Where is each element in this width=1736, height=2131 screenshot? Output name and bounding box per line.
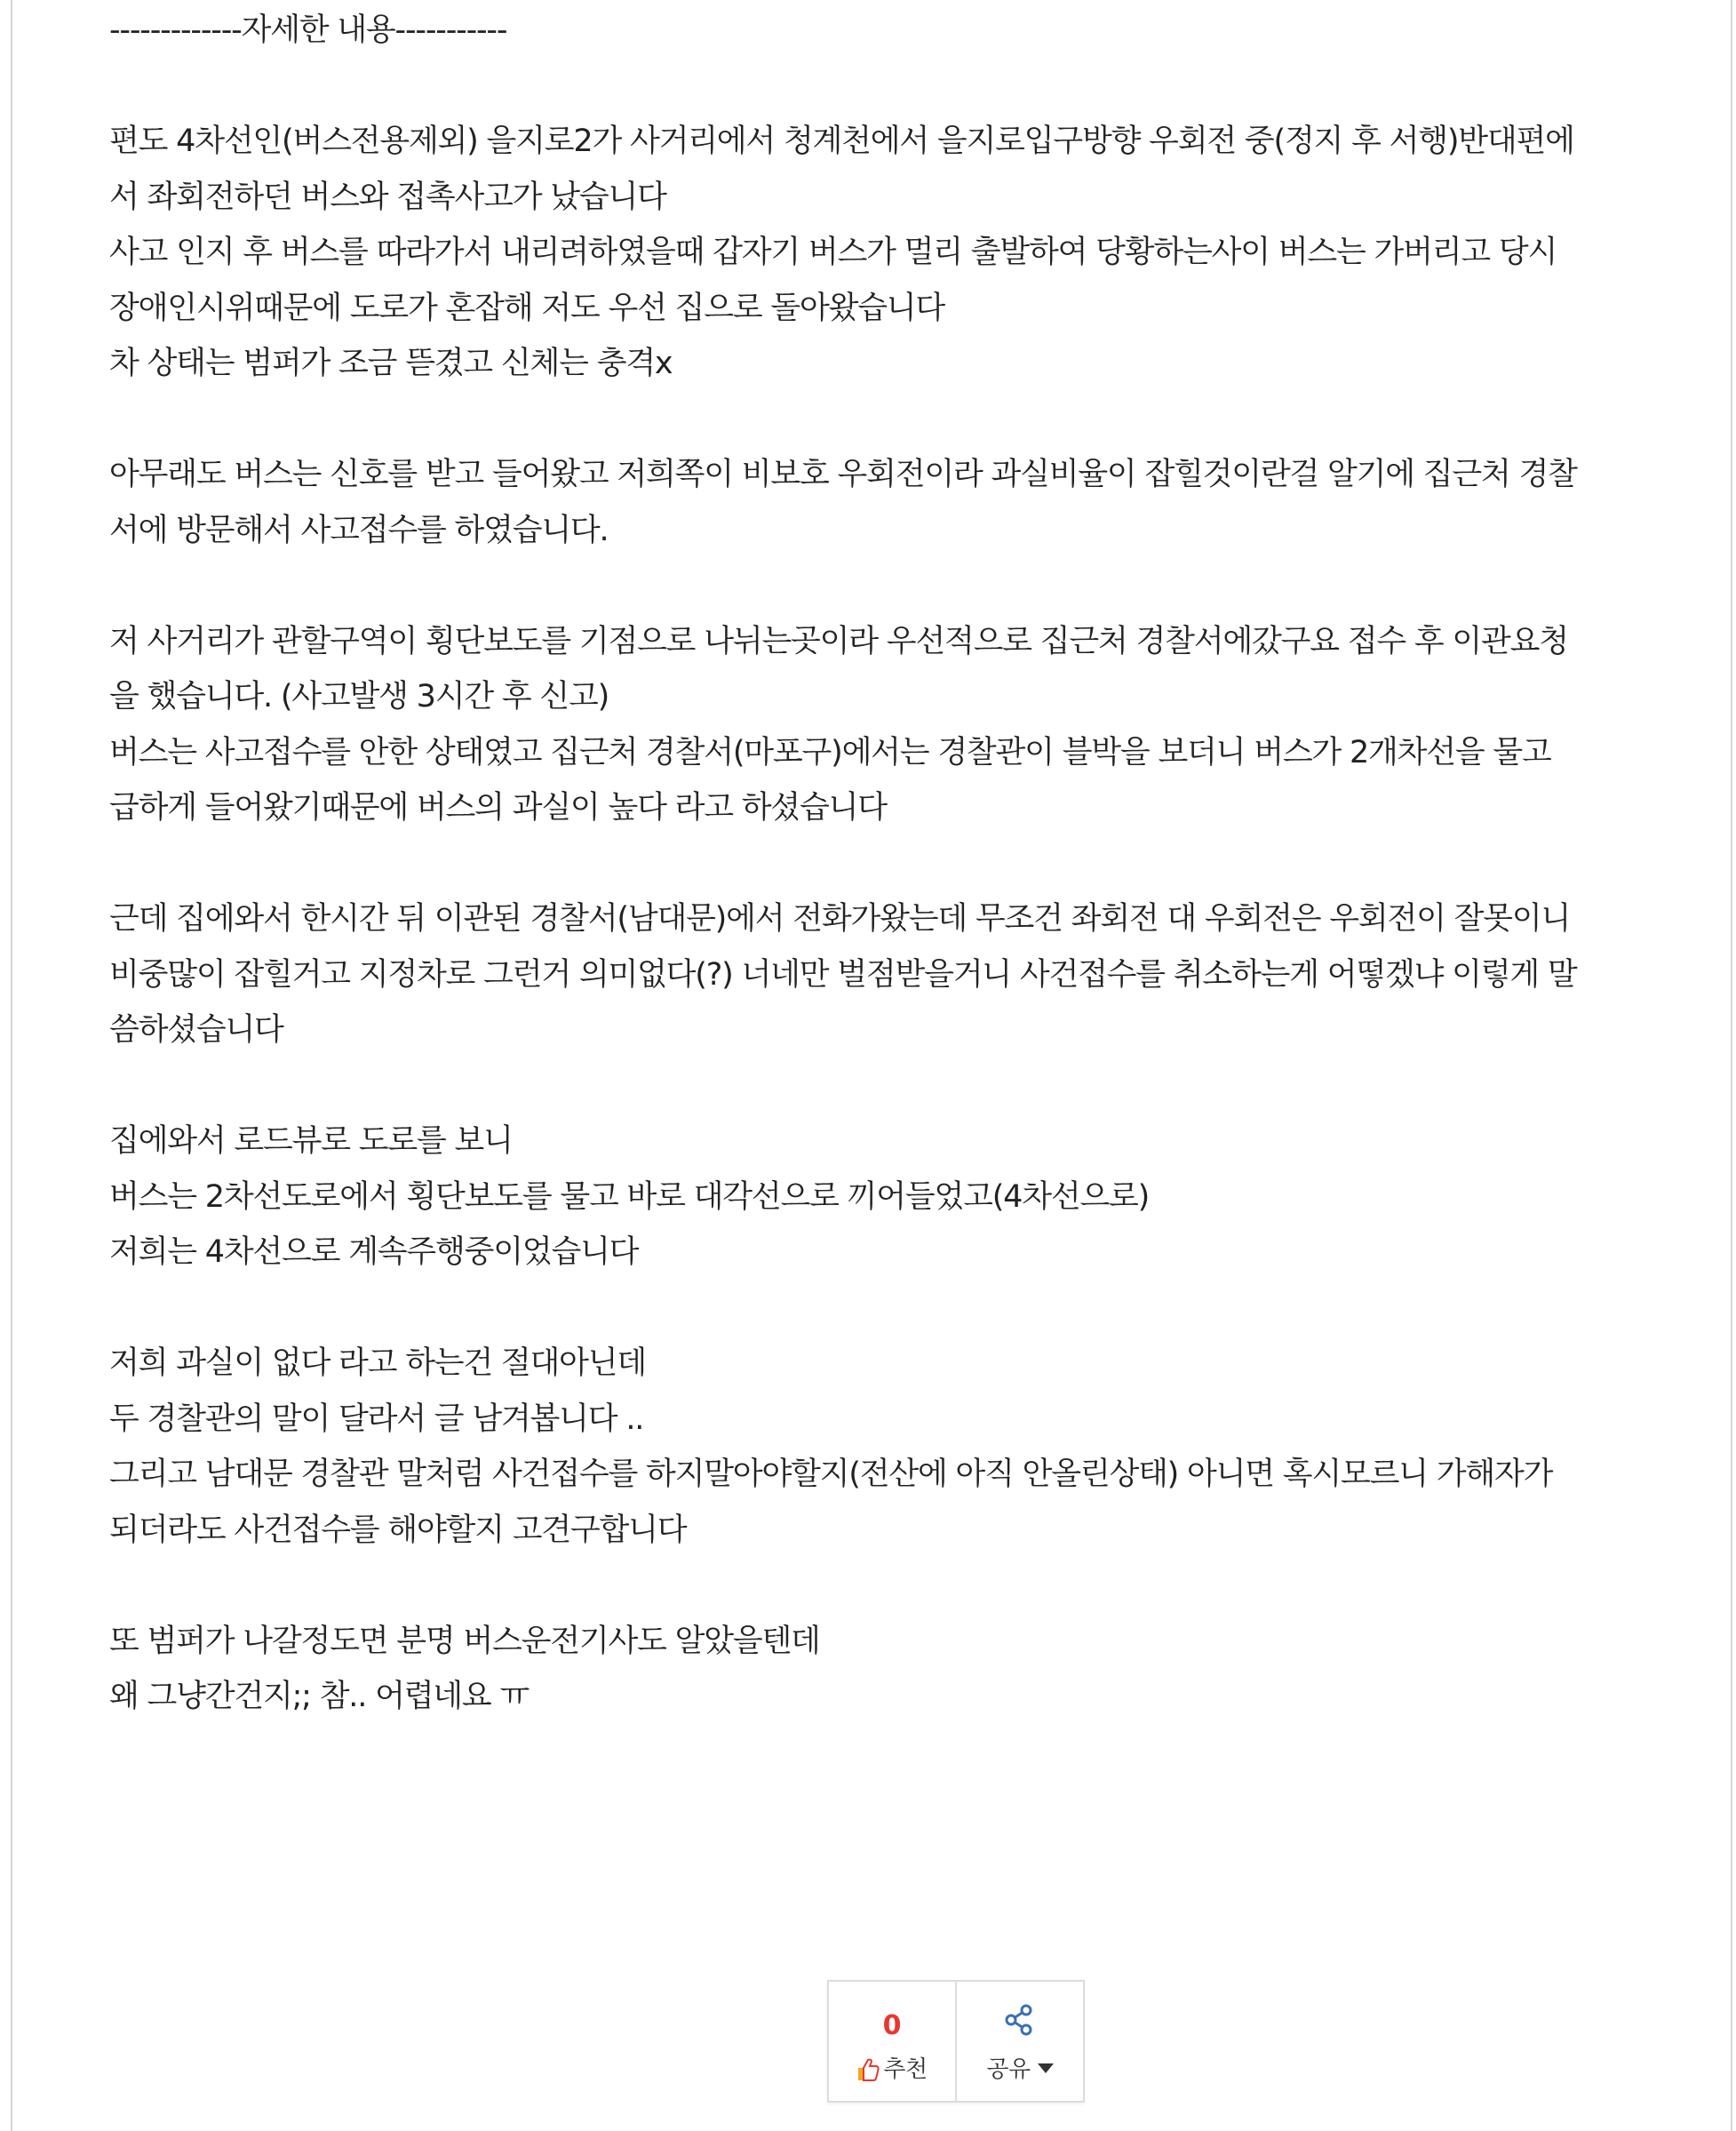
body-line: 편도 4차선인(버스전용제외) 을지로2가 사거리에서 청계천에서 을지로입구방향 우회전 중(정지 후 서행)반대편에 xyxy=(109,124,1574,159)
body-line: 을 했습니다. (사고발생 3시간 후 신고) xyxy=(109,679,609,714)
blank-line xyxy=(109,1281,1637,1337)
blank-line xyxy=(109,1558,1637,1614)
recommend-button[interactable] xyxy=(829,1982,957,2101)
body-line: 아무래도 버스는 신호를 받고 들어왔고 저희쪽이 비보호 우회전이라 과실비율이 잡힐것이란걸 알기에 집근처 경찰 xyxy=(109,457,1577,492)
post-body xyxy=(109,0,1637,1725)
body-line: 저 사거리가 관할구역이 횡단보도를 기점으로 나뉘는곳이라 우선적으로 집근처 경찰서에갔구요 접수 후 이관요청 xyxy=(109,623,1568,659)
body-line: 장애인시위때문에 도로가 혼잡해 저도 우선 집으로 돌아왔습니다 xyxy=(109,290,945,326)
recommend-label: 추천 xyxy=(883,2056,928,2083)
body-line: 씀하셨습니다 xyxy=(109,1012,283,1048)
post-actions xyxy=(827,1980,1085,2103)
body-line: 버스는 사고접수를 안한 상태였고 집근처 경찰서(마포구)에서는 경찰관이 블박을 보더니 버스가 2개차선을 물고 xyxy=(109,734,1551,770)
blank-line xyxy=(109,558,1637,614)
body-line: 비중많이 잡힐거고 지정차로 그런거 의미없다(?) 너네만 벌점받을거니 사건접수를 취소하는게 어떻겠냐 이렇게 말 xyxy=(109,956,1577,993)
blank-line xyxy=(109,1058,1637,1114)
body-line: 저희는 4차선으로 계속주행중이었습니다 xyxy=(109,1234,639,1270)
body-line: 되더라도 사건접수를 해야할지 고견구합니다 xyxy=(109,1512,687,1548)
body-line: 서 좌회전하던 버스와 접촉사고가 났습니다 xyxy=(109,179,666,215)
share-row xyxy=(957,2051,1083,2084)
body-line: 차 상태는 범퍼가 조금 뜯겼고 신체는 충격x xyxy=(109,346,673,381)
body-line: 집에와서 로드뷰로 도로를 보니 xyxy=(109,1123,513,1159)
body-line: 두 경찰관의 말이 달라서 글 남겨봅니다 .. xyxy=(109,1401,644,1437)
caret-down-icon[interactable] xyxy=(1038,2063,1054,2073)
share-icon xyxy=(1003,2003,1035,2040)
body-line: 저희 과실이 없다 라고 하는건 절대아닌데 xyxy=(109,1345,646,1381)
blank-line xyxy=(109,392,1637,448)
body-line: 근데 집에와서 한시간 뒤 이관된 경찰서(남대문)에서 전화가왔는데 무조건 좌회전 대 우회전은 우회전이 잘못이니 xyxy=(109,901,1571,937)
body-line: 서에 방문해서 사고접수를 하였습니다. xyxy=(109,512,609,548)
share-label: 공유 xyxy=(986,2056,1031,2083)
blank-line xyxy=(109,836,1637,892)
recommend-row xyxy=(829,2051,955,2088)
body-line: 그리고 남대문 경찰관 말처럼 사건접수를 하지말아야할지(전산에 아직 안올린상태) 아니면 혹시모르니 가해자가 xyxy=(109,1457,1553,1492)
recommend-count: 0 xyxy=(882,2010,902,2041)
body-line: 사고 인지 후 버스를 따라가서 내리려하였을때 갑자기 버스가 멀리 출발하여 당황하는사이 버스는 가버리고 당시 xyxy=(109,235,1557,270)
thumbs-up-icon xyxy=(856,2057,880,2088)
body-line: 왜 그냥간건지;; 참.. 어렵네요 ㅠ xyxy=(109,1679,530,1714)
blank-line xyxy=(109,59,1637,115)
body-line: 버스는 2차선도로에서 횡단보도를 물고 바로 대각선으로 끼어들었고(4차선으로) xyxy=(109,1178,1150,1215)
share-button[interactable] xyxy=(957,1982,1083,2101)
body-line: 또 범퍼가 나갈정도면 분명 버스운전기사도 알았을텐데 xyxy=(109,1623,820,1659)
body-line: 급하게 들어왔기때문에 버스의 과실이 높다 라고 하셨습니다 xyxy=(109,790,887,826)
body-line: -------------자세한 내용----------- xyxy=(109,12,507,48)
